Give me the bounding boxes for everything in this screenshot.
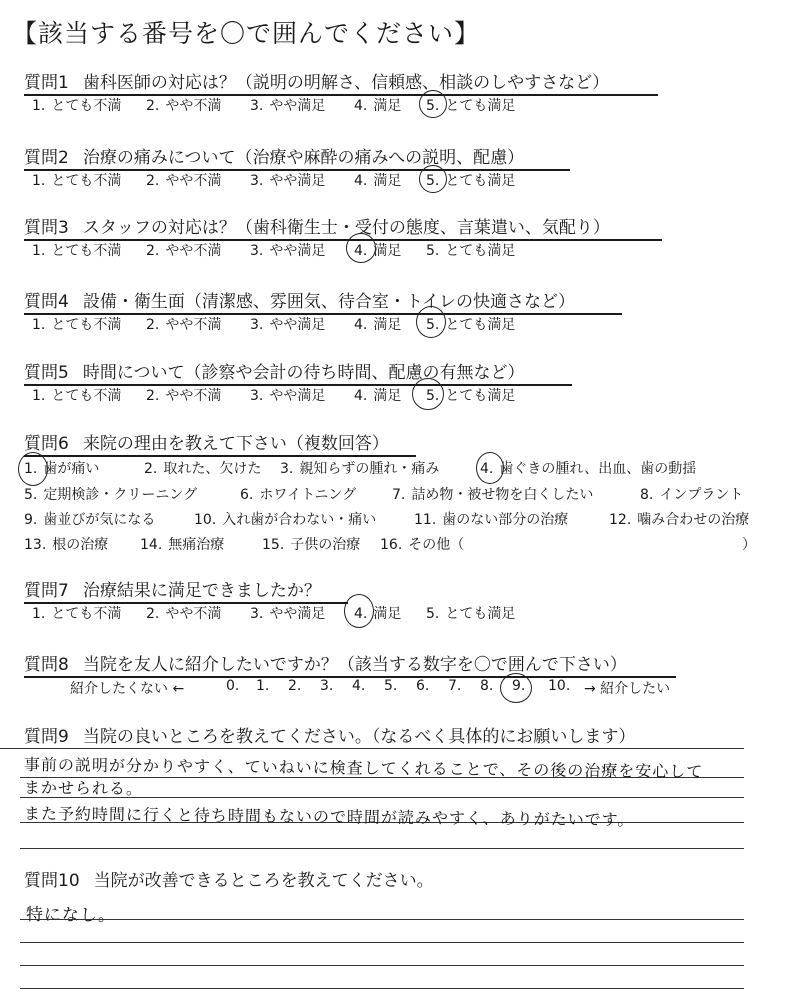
question-9-heading xyxy=(24,722,635,748)
option-1[interactable]: 1. とても不満 xyxy=(32,98,122,114)
question-number: 質問8 xyxy=(24,655,69,675)
question-number: 質問10 xyxy=(24,871,80,891)
question-text: 当院の良いところを教えてください。（なるべく具体的にお願いします） xyxy=(82,727,636,747)
option-5[interactable]: 5. 定期検診・クリーニング xyxy=(24,487,198,503)
question-8-heading xyxy=(24,650,676,678)
option-5[interactable]: 5. とても満足 xyxy=(426,243,516,259)
answer-line xyxy=(20,965,744,966)
option-2[interactable]: 2. やや不満 xyxy=(146,98,222,114)
scale-right-label: → 紹介したい xyxy=(584,681,671,697)
answer-line xyxy=(0,748,744,749)
scale-5[interactable]: 5. xyxy=(384,678,398,694)
option-4[interactable]: 4. 満足 xyxy=(354,243,402,259)
option-4[interactable]: 4. 満足 xyxy=(354,173,402,189)
scale-left-label: 紹介したくない ← xyxy=(70,681,185,697)
question-3-heading xyxy=(24,213,662,241)
scale-6[interactable]: 6. xyxy=(416,678,430,694)
option-3[interactable]: 3. 親知らずの腫れ・痛み xyxy=(280,461,440,477)
option-12[interactable]: 12. 噛み合わせの治療 xyxy=(609,512,750,528)
question-text: 治療の痛みについて（治療や麻酔の痛みへの説明、配慮） xyxy=(82,148,525,168)
option-2[interactable]: 2. やや不満 xyxy=(146,173,222,189)
option-8[interactable]: 8. インプラント xyxy=(640,487,744,503)
question-1-heading xyxy=(24,68,658,96)
handwritten-answer-line: また予約時間に行くと待ち時間もないので時間が読みやすく、ありがたいです。 xyxy=(23,804,635,830)
option-3[interactable]: 3. やや満足 xyxy=(250,388,326,404)
option-5[interactable]: 5. とても満足 xyxy=(426,388,516,404)
option-13[interactable]: 13. 根の治療 xyxy=(24,537,109,553)
option-2[interactable]: 2. やや不満 xyxy=(146,243,222,259)
question-text: 当院を友人に紹介したいですか？（該当する数字を〇で囲んで下さい） xyxy=(82,655,627,675)
option-6[interactable]: 6. ホワイトニング xyxy=(240,487,357,503)
scale-10[interactable]: 10. xyxy=(548,678,571,694)
option-1[interactable]: 1. とても不満 xyxy=(32,388,122,404)
scale-3[interactable]: 3. xyxy=(320,678,334,694)
question-text: 治療結果に満足できましたか？ xyxy=(82,581,321,601)
option-3[interactable]: 3. やや満足 xyxy=(250,98,326,114)
question-number: 質問9 xyxy=(24,727,69,747)
question-number: 質問1 xyxy=(24,73,69,93)
scale-4[interactable]: 4. xyxy=(352,678,366,694)
question-4-heading xyxy=(24,287,622,315)
question-number: 質問2 xyxy=(24,148,69,168)
question-text: 設備・衛生面（清潔感、雰囲気、待合室・トイレの快適さなど） xyxy=(82,292,575,312)
option-4[interactable]: 4. 満足 xyxy=(354,388,402,404)
question-text: 当院が改善できるところを教えてください。 xyxy=(93,871,434,891)
option-1[interactable]: 1. とても不満 xyxy=(32,606,122,622)
scale-8[interactable]: 8. xyxy=(480,678,494,694)
scale-1[interactable]: 1. xyxy=(256,678,270,694)
option-4[interactable]: 4. 満足 xyxy=(354,98,402,114)
option-1[interactable]: 1. とても不満 xyxy=(32,317,122,333)
option-9[interactable]: 9. 歯並びが気になる xyxy=(24,512,156,528)
option-3[interactable]: 3. やや満足 xyxy=(250,243,326,259)
option-10[interactable]: 10. 入れ歯が合わない・痛い xyxy=(194,512,377,528)
option-7[interactable]: 7. 詰め物・被せ物を白くしたい xyxy=(392,487,594,503)
option-4[interactable]: 4. 満足 xyxy=(354,317,402,333)
option-2[interactable]: 2. 取れた、欠けた xyxy=(144,461,262,477)
answer-line xyxy=(20,988,744,989)
option-1[interactable]: 1. とても不満 xyxy=(32,173,122,189)
question-number: 質問3 xyxy=(24,218,69,238)
question-number: 質問7 xyxy=(24,581,69,601)
option-5[interactable]: 5. とても満足 xyxy=(426,173,516,189)
question-text: 時間について（診察や会計の待ち時間、配慮の有無など） xyxy=(82,363,525,383)
handwritten-answer-line: まかせられる。 xyxy=(23,778,144,799)
question-2-heading xyxy=(24,143,570,171)
option-2[interactable]: 2. やや不満 xyxy=(146,388,222,404)
option-5[interactable]: 5. とても満足 xyxy=(426,606,516,622)
answer-line xyxy=(20,848,744,849)
handwritten-answer-line: 事前の説明が分かりやすく、ていねいに検査してくれることで、その後の治療を安心して xyxy=(23,755,704,782)
question-number: 質問4 xyxy=(24,292,69,312)
question-6-heading xyxy=(24,429,416,457)
option-3[interactable]: 3. やや満足 xyxy=(250,317,326,333)
question-text: スタッフの対応は？（歯科衛生士・受付の態度、言葉遣い、気配り） xyxy=(82,218,610,238)
answer-line xyxy=(20,919,744,920)
option-4[interactable]: 4. 満足 xyxy=(354,606,402,622)
option-3[interactable]: 3. やや満足 xyxy=(250,606,326,622)
scale-2[interactable]: 2. xyxy=(288,678,302,694)
option-1[interactable]: 1. 歯が痛い xyxy=(24,461,100,477)
close-paren: ） xyxy=(742,537,756,553)
option-14[interactable]: 14. 無痛治療 xyxy=(140,537,225,553)
option-5[interactable]: 5. とても満足 xyxy=(426,317,516,333)
option-16[interactable]: 16. その他（ xyxy=(380,537,465,553)
option-2[interactable]: 2. やや不満 xyxy=(146,606,222,622)
option-11[interactable]: 11. 歯のない部分の治療 xyxy=(414,512,569,528)
scale-0[interactable]: 0. xyxy=(226,678,240,694)
scale-7[interactable]: 7. xyxy=(448,678,462,694)
question-10-heading xyxy=(24,866,434,892)
question-number: 質問5 xyxy=(24,363,69,383)
question-7-heading xyxy=(24,576,348,604)
question-number: 質問6 xyxy=(24,434,69,454)
option-5[interactable]: 5. とても満足 xyxy=(426,98,516,114)
option-3[interactable]: 3. やや満足 xyxy=(250,173,326,189)
option-4[interactable]: 4. 歯ぐきの腫れ、出血、歯の動揺 xyxy=(480,461,697,477)
page-title: 【該当する番号を〇で囲んでください】 xyxy=(12,19,481,48)
scale-9[interactable]: 9. xyxy=(512,678,526,694)
question-text: 来院の理由を教えて下さい（複数回答） xyxy=(82,434,389,454)
option-1[interactable]: 1. とても不満 xyxy=(32,243,122,259)
option-2[interactable]: 2. やや不満 xyxy=(146,317,222,333)
question-5-heading xyxy=(24,358,572,386)
answer-line xyxy=(20,942,744,943)
question-text: 歯科医師の対応は？（説明の明解さ、信頼感、相談のしやすさなど） xyxy=(82,73,610,93)
option-15[interactable]: 15. 子供の治療 xyxy=(262,537,361,553)
handwritten-answer-line: 特になし。 xyxy=(25,905,117,926)
